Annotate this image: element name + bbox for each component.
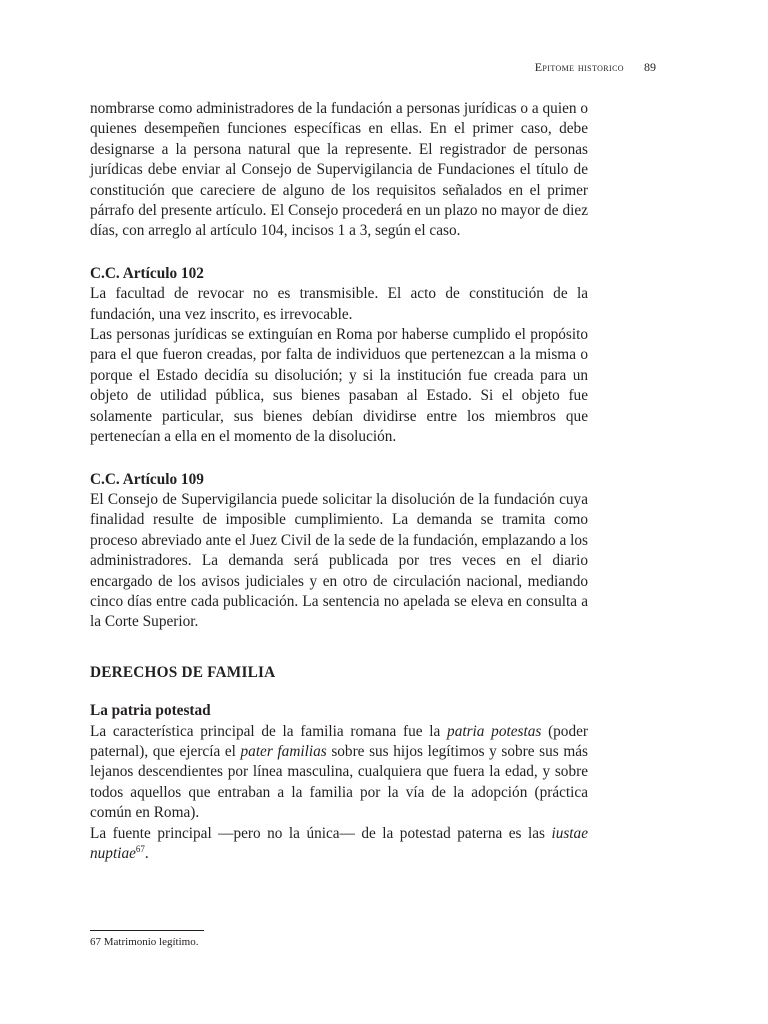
pater-familias-term: pater familias [240, 742, 327, 760]
roman-extinction-paragraph: Las personas jurídicas se extinguían en Roma por haberse cumplido el propósito para el que fueron creadas, por falta de individuos que pertenezcan a la misma o porque el Estado decidía su disolución; y si la institución fue creada para un objeto de utilidad pública, sus bienes pasaban al Estado. Si el objeto fue solamente particular, sus bienes debían dividirse entre los miembros que pertenecían a ella en el momento de la disolución. [90, 326, 588, 446]
section-heading-derechos-de-familia: DERECHOS DE FAMILIA [90, 663, 276, 681]
patria-text-3: sobre sus hijos legítimos y sobre sus más lejanos descendientes por línea masculina, cualquiera que fuera la edad, y sobre todos aquellos que entraban a la familia por la vía de la adopción (práctica común en Roma). [90, 742, 588, 822]
article-102-text: La facultad de revocar no es transmisible. El acto de constitución de la fundación, una vez inscrito, es irrevocable. [90, 285, 588, 323]
patria-potestas-term: patria potestas [447, 722, 542, 740]
article-102-block [90, 264, 588, 325]
patria-text-1: La característica principal de la familia romana fue la [90, 722, 448, 740]
fuente-principal-paragraph [90, 824, 588, 865]
running-header-title: Epitome historico [534, 60, 624, 74]
iustae-nuptiae-term: iustae nuptiae [90, 824, 588, 862]
fuente-period: . [144, 845, 149, 862]
main-text-column [90, 99, 588, 864]
article-109-text: El Consejo de Supervigilancia puede solicitar la disolución de la fundación cuya finalidad resulte de imposible cumplimiento. La demanda se tramita como proceso abreviado ante el Juez Civil de la sede de la fundación, emplazando a los administradores. La demanda será publicada por tres veces en el diario encargado de los avisos judiciales y en otro de circulación nacional, mediando cinco días entre cada publicación. La sentencia no apelada se eleva en consulta a la Corte Superior. [90, 490, 588, 631]
article-109-block [90, 470, 588, 633]
page-number: 89 [644, 60, 656, 74]
footnote-67: 67 Matrimonio legítimo. [90, 936, 199, 948]
fuente-text: La fuente principal —pero no la única— de la potestad paterna es las [90, 824, 552, 842]
patria-potestad-block [90, 701, 588, 823]
subsection-heading-patria-potestad: La patria potestad [90, 702, 211, 720]
patria-potestad-paragraph [90, 722, 588, 824]
article-109-heading: C.C. Artículo 109 [90, 470, 204, 488]
patria-text-2: (poder paternal), que ejercía el [90, 722, 588, 760]
footnote-reference-67: 67 [135, 843, 145, 854]
continued-paragraph: nombrarse como administradores de la fundación a personas jurídicas o a quien o quienes desempeñen funciones específicas en ellas. En el primer caso, debe designarse a la persona natural que la represente. El registrador de personas jurídicas debe enviar al Consejo de Supervigilancia de Fundaciones el título de constitución que careciere de alguno de los requisitos señalados en el primer párrafo del presente artículo. El Consejo procederá en un plazo no mayor de diez días, con arreglo al artículo 104, incisos 1 a 3, según el caso. [90, 100, 588, 240]
article-102-heading: C.C. Artículo 102 [90, 264, 204, 282]
footnote-divider [90, 930, 204, 931]
